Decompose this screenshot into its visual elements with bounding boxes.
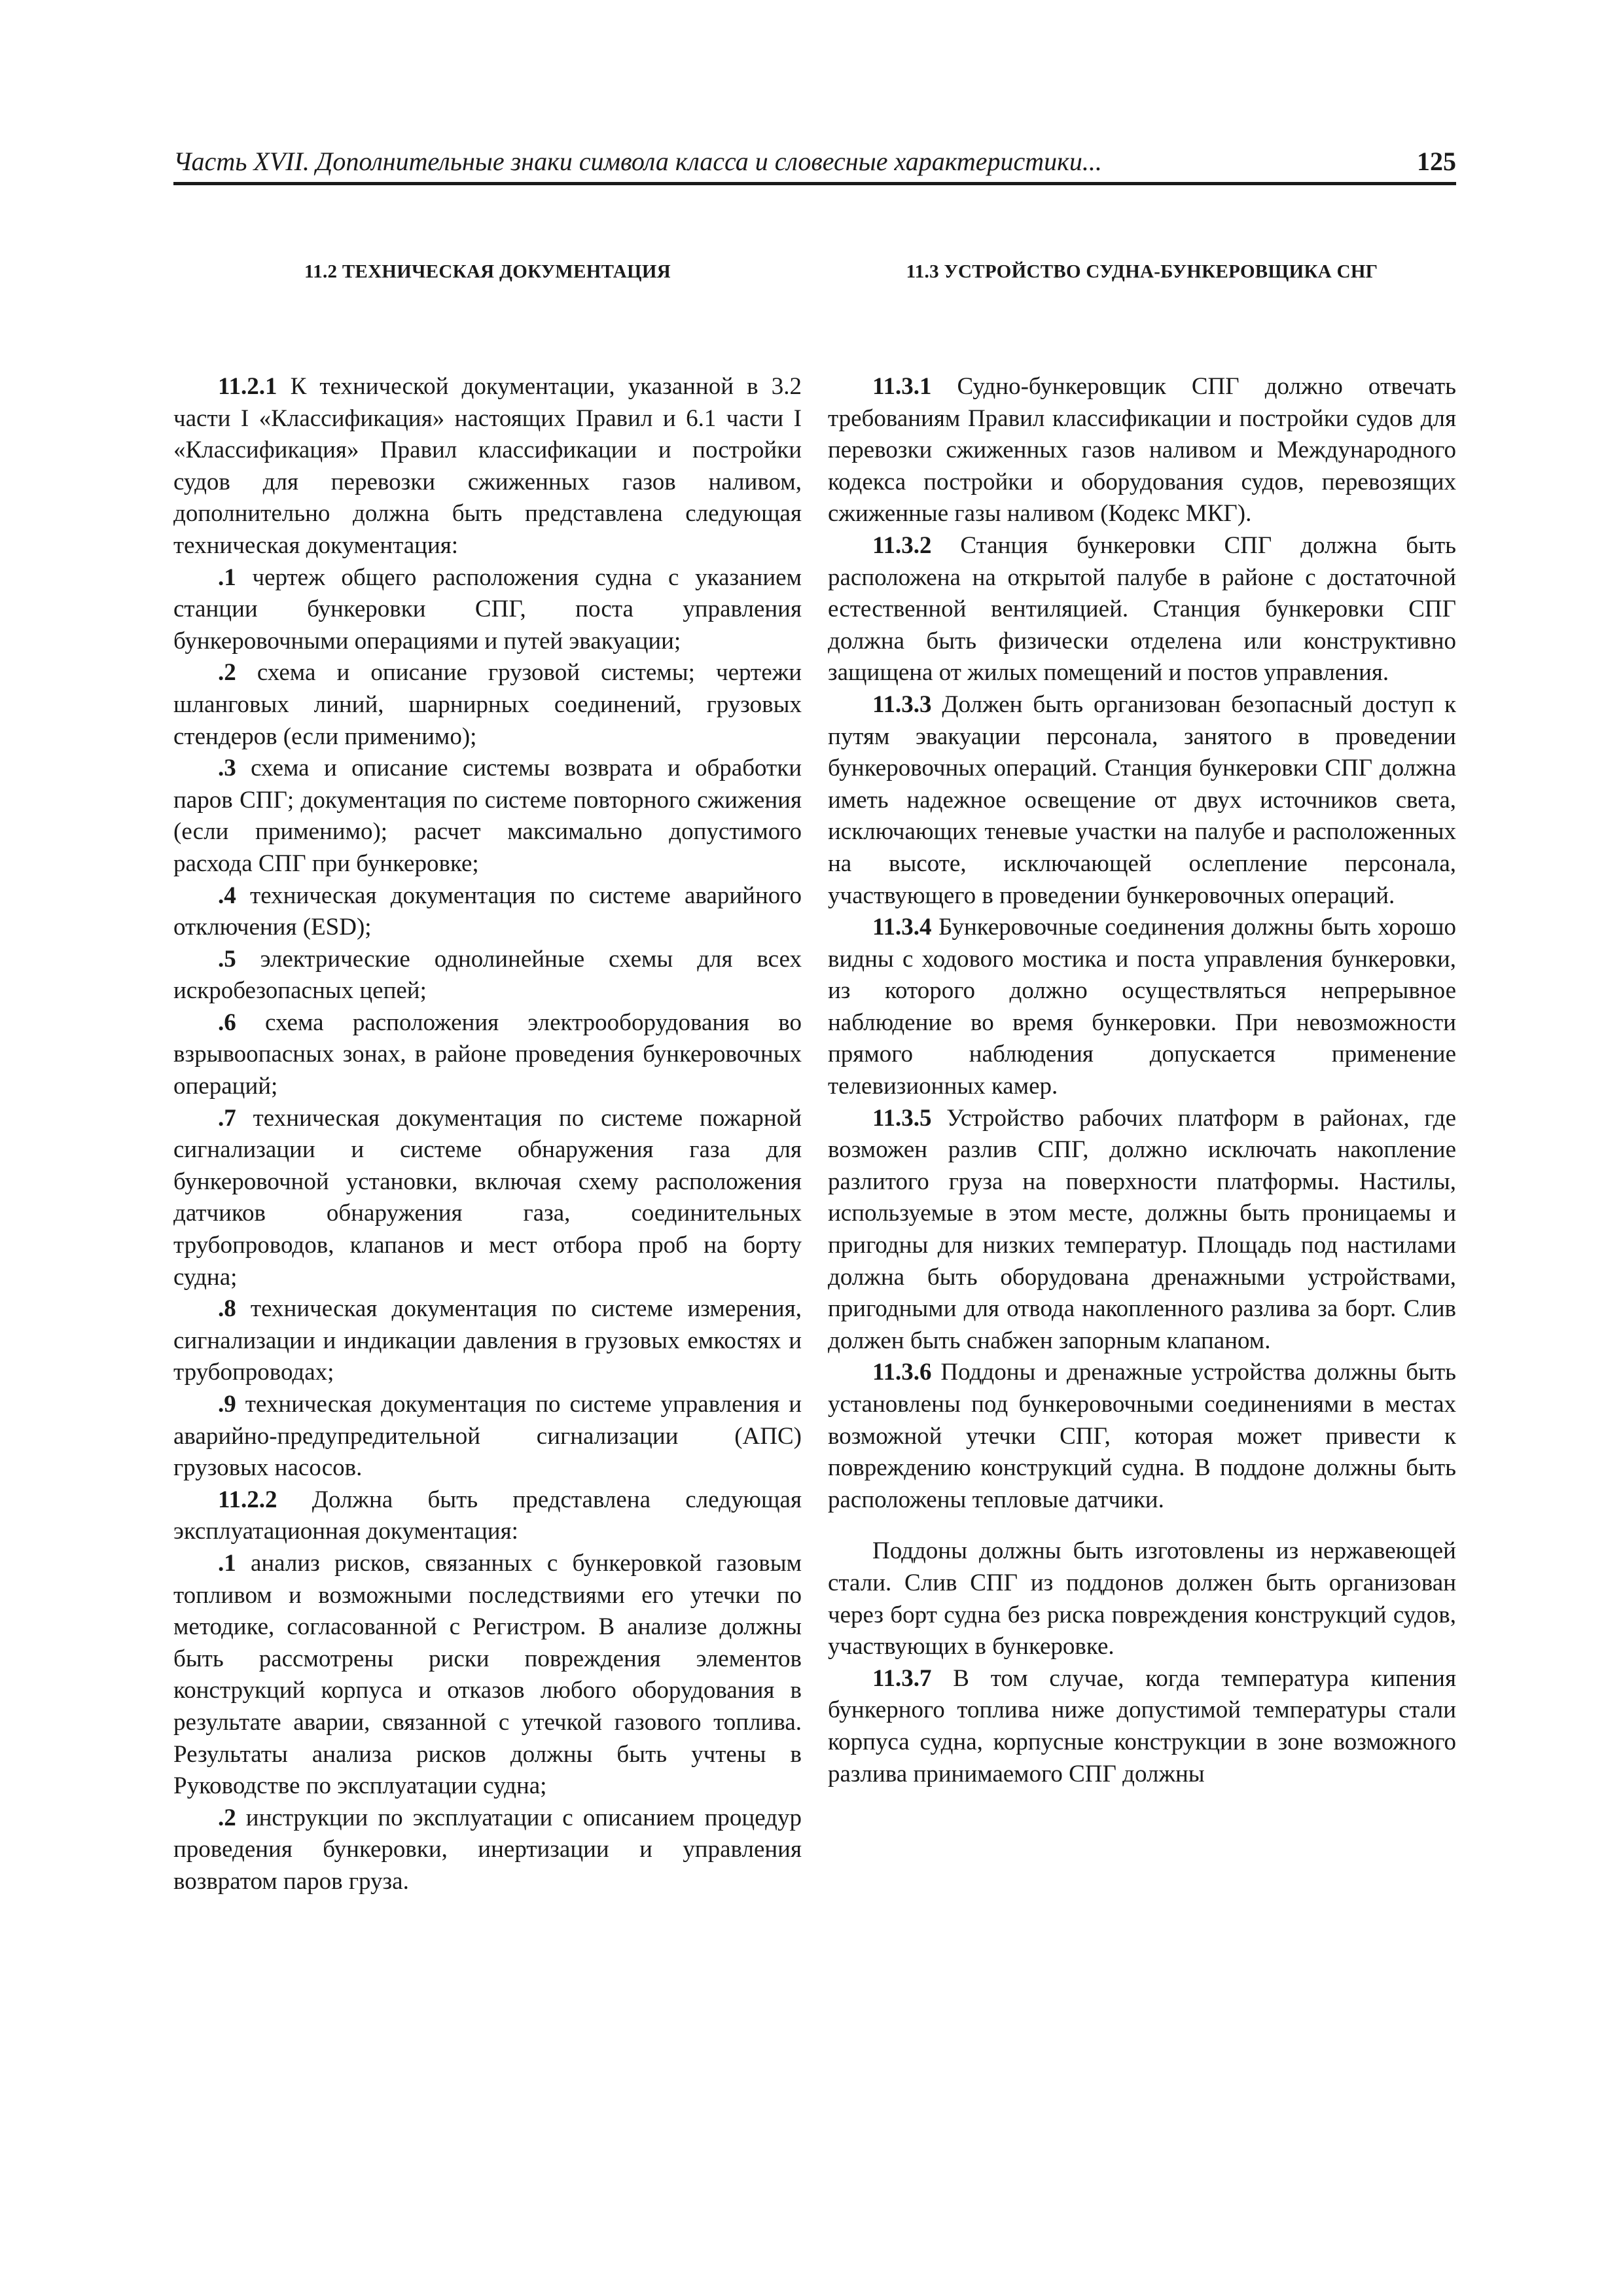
item-number: .8 bbox=[218, 1295, 236, 1323]
list-item bbox=[173, 1803, 802, 1898]
left-column bbox=[173, 259, 802, 1898]
item-text: схема и описание грузовой системы; чертежи шланговых линий, шарнирных соединений, грузовых стендеров (если применимо); bbox=[173, 659, 802, 750]
running-header bbox=[173, 145, 1456, 185]
item-text: анализ рисков, связанных с бункеровкой газовым топливом и возможными последствиями его утечки по методике, согласованной с Регистром. В анализе должны быть рассмотрены риски повреждения элементов конструкций корпуса и отказов любого оборудования в результате аварии, связанной с утечкой газового топлива. Результаты анализа рисков должны быть учтены в Руководстве по эксплуатации судна; bbox=[173, 1549, 802, 1800]
item-number: .1 bbox=[218, 1549, 236, 1577]
paragraph-11-3-4 bbox=[828, 912, 1456, 1103]
paragraph-text: Поддоны и дренажные устройства должны быть установлены под бункеровочными соединениями в местах возможной утечки СПГ, которая может привести к повреждению конструкций судна. В поддоне должны быть расположены тепловые датчики. bbox=[828, 1359, 1456, 1513]
paragraph-text: Станция бункеровки СПГ должна быть расположена на открытой палубе в районе с достаточной естественной вентиляцией. Станция бункеровки СПГ должна быть физически отделена или конструктивно защищена от жилых помещений и постов управления. bbox=[828, 531, 1456, 687]
item-text: схема расположения электрооборудования во взрывоопасных зонах, в районе проведения бункеровочных операций; bbox=[173, 1009, 802, 1100]
section-heading-11-3: 11.3 УСТРОЙСТВО СУДНА-БУНКЕРОВЩИКА СНГ bbox=[906, 261, 1378, 282]
page-number: 125 bbox=[1417, 147, 1456, 176]
paragraph-text: Устройство рабочих платформ в районах, где возможен разлив СПГ, должно исключать накопление разлитого груза на поверхности платформы. Настилы, используемые в этом месте, должны быть проницаемы и пригодны для низких температур. Площадь под настилами должна быть оборудована дренажными устройствами, пригодными для отвода накопленного разлива за борт. Слив должен быть снабжен запорным клапаном. bbox=[828, 1104, 1456, 1354]
item-text: электрические однолинейные схемы для всех искробезопасных цепей; bbox=[173, 945, 802, 1005]
running-header-title: Часть XVII. Дополнительные знаки символа класса и словесные характеристики... bbox=[173, 147, 1102, 176]
paragraph-number: 11.3.1 bbox=[872, 373, 932, 400]
paragraph-11-3-7 bbox=[828, 1663, 1456, 1790]
item-number: .9 bbox=[218, 1391, 236, 1418]
item-number: .4 bbox=[218, 882, 236, 909]
paragraph-number: 11.3.5 bbox=[872, 1104, 932, 1132]
section-heading-11-2: 11.2 ТЕХНИЧЕСКАЯ ДОКУМЕНТАЦИЯ bbox=[304, 261, 671, 282]
list-item bbox=[173, 1389, 802, 1484]
item-number: .2 bbox=[218, 1804, 236, 1831]
paragraph-gap bbox=[828, 1516, 1456, 1535]
item-text: техническая документация по системе аварийного отключения (ESD); bbox=[173, 882, 802, 941]
list-item bbox=[173, 753, 802, 880]
paragraph-number: 11.3.6 bbox=[872, 1359, 932, 1386]
paragraph-11-3-1 bbox=[828, 371, 1456, 530]
paragraph-number: 11.2.1 bbox=[218, 373, 277, 400]
list-item bbox=[173, 562, 802, 658]
paragraph-text: Должна быть представлена следующая эксплуатационная документация: bbox=[173, 1486, 802, 1545]
item-number: .5 bbox=[218, 945, 236, 973]
paragraph-number: 11.2.2 bbox=[218, 1486, 277, 1513]
paragraph-text: В том случае, когда температура кипения бункерного топлива ниже допустимой температуры стали корпуса судна, корпусные конструкции в зоне возможного разлива принимаемого СПГ должны bbox=[828, 1664, 1456, 1787]
list-item bbox=[173, 880, 802, 944]
item-text: чертеж общего расположения судна с указанием станции бункеровки СПГ, поста управления бункеровочными операциями и путей эвакуации; bbox=[173, 564, 802, 655]
item-text: техническая документация по системе пожарной сигнализации и системе обнаружения газа для бункеровочной установки, включая схему расположения датчиков обнаружения газа, соединительных трубопроводов, клапанов и мест отбора проб на борту судна; bbox=[173, 1104, 802, 1291]
paragraph-11-3-2 bbox=[828, 530, 1456, 689]
item-text: инструкции по эксплуатации с описанием процедур проведения бункеровки, инертизации и управления возвратом паров груза. bbox=[173, 1804, 802, 1895]
paragraph-text: К технической документации, указанной в 3.2 части I «Классификация» настоящих Правил и 6.1 части I «Классификация» Правил классификации и постройки судов для перевозки сжиженных газов наливом, дополнительно должна быть представлена следующая техническая документация: bbox=[173, 373, 802, 559]
paragraph-11-3-6-continued: Поддоны должны быть изготовлены из нержавеющей стали. Слив СПГ из поддонов должен быть организован через борт судна без риска повреждения конструкций судов, участвующих в бункеровке. bbox=[828, 1537, 1456, 1660]
paragraph-text: Бункеровочные соединения должны быть хорошо видны с ходового мостика и поста управления бункеровки, из которого должно осуществляться непрерывное наблюдение во время бункеровки. При невозможности прямого наблюдения допускается применение телевизионных камер. bbox=[828, 914, 1456, 1100]
paragraph-11-3-5 bbox=[828, 1103, 1456, 1357]
item-text: техническая документация по системе измерения, сигнализации и индикации давления в грузовых емкостях и трубопроводах; bbox=[173, 1295, 802, 1386]
item-text: техническая документация по системе управления и аварийно-предупредительной сигнализации (АПС) грузовых насосов. bbox=[173, 1391, 802, 1482]
paragraph-number: 11.3.7 bbox=[872, 1664, 932, 1692]
item-number: .7 bbox=[218, 1104, 236, 1132]
paragraph-text: Должен быть организован безопасный доступ к путям эвакуации персонала, занятого в проведении бункеровочных операций. Станция бункеровки СПГ должна иметь надежное освещение от двух источников света, исключающих теневые участки на палубе и расположенных на высоте, исключающей ослепление персонала, участвующего в проведении бункеровочных операций. bbox=[828, 691, 1456, 909]
paragraph-number: 11.3.4 bbox=[872, 914, 932, 941]
paragraph-number: 11.3.3 bbox=[872, 691, 932, 718]
right-column bbox=[828, 259, 1456, 1790]
paragraph-11-3-3 bbox=[828, 689, 1456, 912]
list-item bbox=[173, 1103, 802, 1294]
list-item bbox=[173, 1293, 802, 1389]
list-item bbox=[173, 657, 802, 753]
paragraph-11-2-2 bbox=[173, 1484, 802, 1548]
paragraph-11-2-1 bbox=[173, 371, 802, 562]
list-item bbox=[173, 1548, 802, 1803]
item-number: .1 bbox=[218, 564, 236, 591]
item-number: .6 bbox=[218, 1009, 236, 1036]
item-number: .3 bbox=[218, 755, 236, 782]
list-item bbox=[173, 944, 802, 1007]
paragraph-number: 11.3.2 bbox=[872, 531, 932, 559]
list-item bbox=[173, 1007, 802, 1103]
paragraph-11-3-6 bbox=[828, 1357, 1456, 1516]
item-number: .2 bbox=[218, 659, 236, 687]
paragraph-text: Судно-бункеровщик СПГ должно отвечать требованиям Правил классификации и постройки судов для перевозки сжиженных газов наливом и Международного кодекса постройки и оборудования судов, перевозящих сжиженные газы наливом (Кодекс МКГ). bbox=[828, 373, 1456, 528]
item-text: схема и описание системы возврата и обработки паров СПГ; документация по системе повторного сжижения (если применимо); расчет максимально допустимого расхода СПГ при бункеровке; bbox=[173, 755, 802, 877]
